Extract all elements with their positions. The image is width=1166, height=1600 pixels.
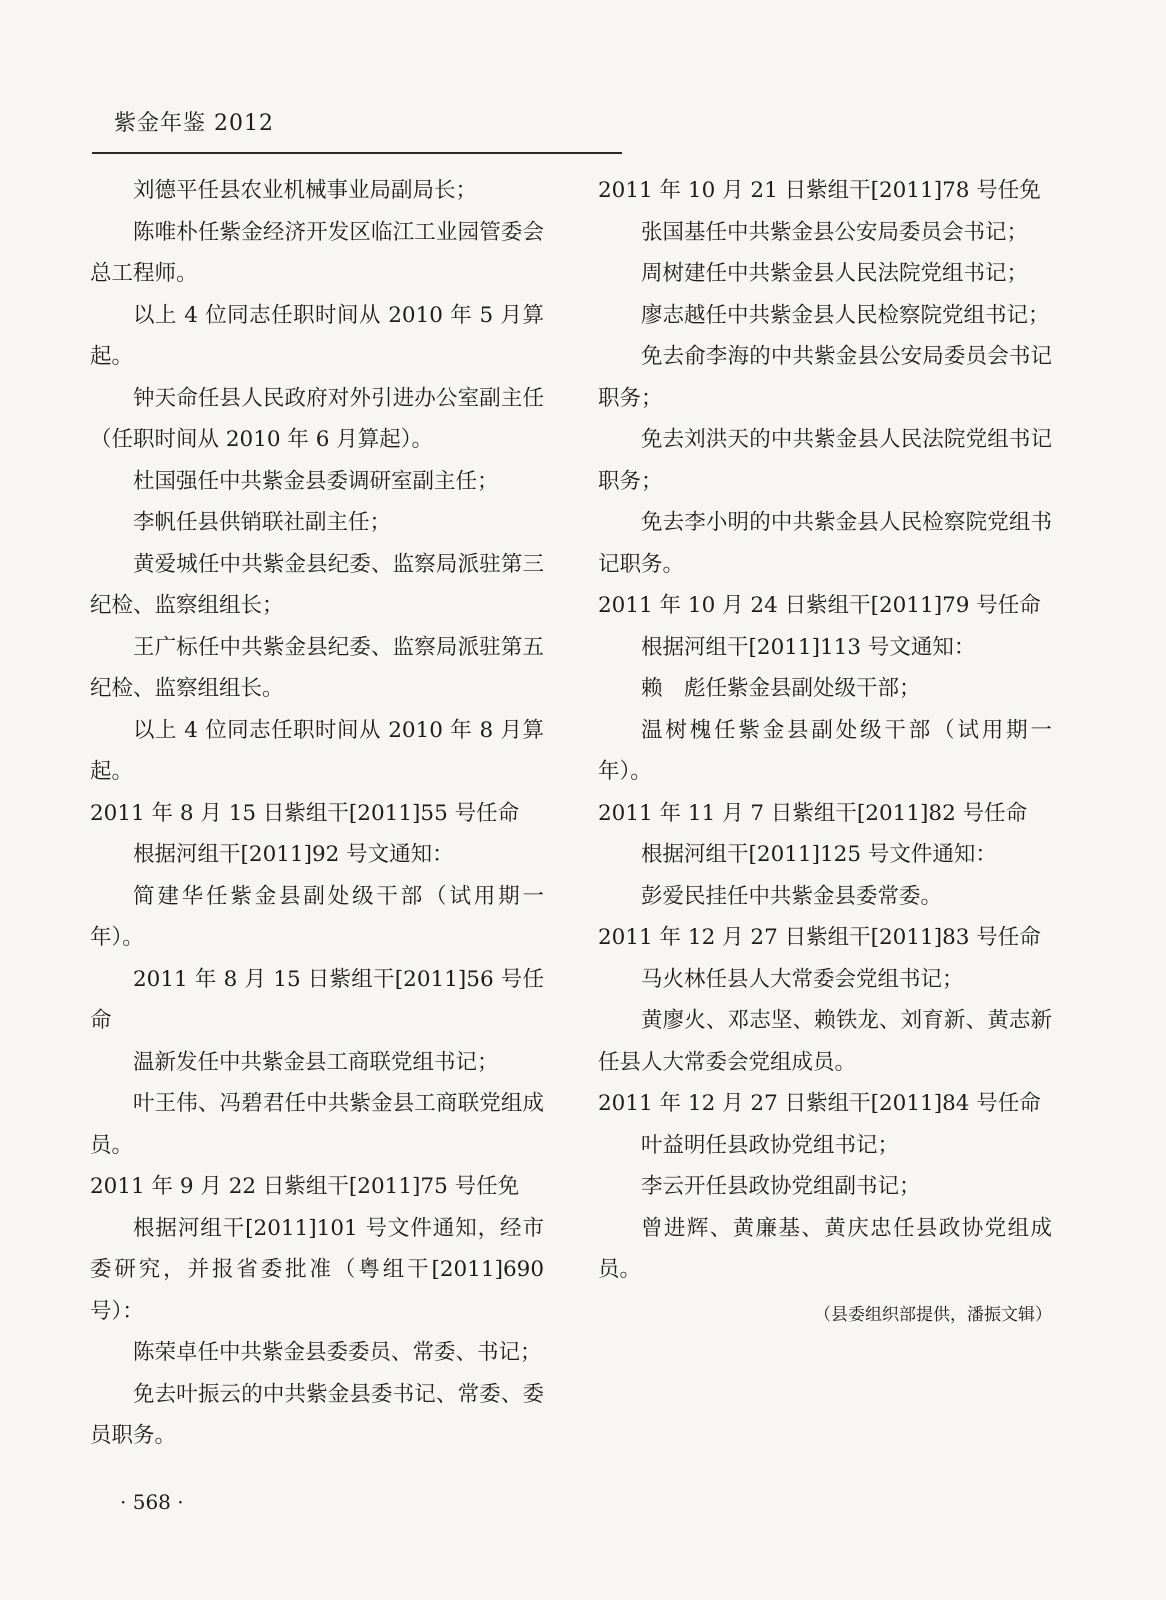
paragraph: 陈荣卓任中共紫金县委委员、常委、书记； [133, 1340, 542, 1365]
paragraph: 根据河组干[2011]92 号文通知： [133, 842, 454, 867]
document-reference-heading: 2011 年 10 月 21 日紫组干[2011]78 号任免 [598, 178, 1041, 203]
paragraph: 叶益明任县政协党组书记； [641, 1132, 900, 1158]
paragraph: 马火林任县人大常委会党组书记； [641, 966, 964, 992]
source-credit: （县委组织部提供，潘振文辑） [814, 1304, 1052, 1325]
running-header [92, 100, 622, 154]
paragraph: 温树槐任紫金县副处级干部（试用期一年）。 [598, 717, 1052, 784]
yearbook-title: 紫金年鉴 2012 [114, 111, 274, 136]
paragraph: 以上 4 位同志任职时间从 2010 年 5 月算起。 [90, 302, 544, 369]
paragraph: 王广标任中共紫金县纪委、监察局派驻第五纪检、监察组组长。 [90, 634, 544, 701]
paragraph: 根据河组干[2011]101 号文件通知，经市委研究，并报省委批准（粤组干[2011]690 号）： [90, 1215, 544, 1324]
paragraph: 张国基任中共紫金县公安局委员会书记； [641, 219, 1029, 245]
paragraph: 刘德平任县农业机械事业局副局长； [133, 178, 478, 203]
paragraph: 根据河组干[2011]125 号文件通知： [641, 842, 997, 867]
document-reference-heading: 2011 年 8 月 15 日紫组干[2011]55 号任命 [90, 800, 520, 826]
paragraph: 以上 4 位同志任职时间从 2010 年 8 月算起。 [90, 717, 544, 784]
paragraph: 李云开任县政协党组副书记； [641, 1174, 921, 1199]
paragraph: 李帆任县供销联社副主任； [133, 510, 392, 535]
paragraph: 免去叶振云的中共紫金县委书记、常委、委员职务。 [90, 1381, 544, 1448]
paragraph: 免去李小明的中共紫金县人民检察院党组书记职务。 [598, 510, 1052, 577]
paragraph: 彭爱民挂任中共紫金县委常委。 [641, 883, 943, 909]
paragraph: 简建华任紫金县副处级干部（试用期一年）。 [90, 883, 544, 950]
document-reference-heading: 2011 年 8 月 15 日紫组干[2011]56 号任命 [90, 966, 544, 1033]
paragraph: 陈唯朴任紫金经济开发区临江工业园管委会总工程师。 [90, 219, 544, 286]
paragraph: 黄廖火、邓志坚、赖铁龙、刘育新、黄志新任县人大常委会党组成员。 [598, 1008, 1052, 1075]
page-number: · 568 · [120, 1490, 184, 1514]
paragraph: 免去俞李海的中共紫金县公安局委员会书记职务； [598, 344, 1052, 411]
paragraph: 廖志越任中共紫金县人民检察院党组书记； [641, 302, 1050, 328]
document-reference-heading: 2011 年 12 月 27 日紫组干[2011]84 号任命 [598, 1091, 1041, 1116]
paragraph: 温新发任中共紫金县工商联党组书记； [133, 1049, 499, 1075]
paragraph: 根据河组干[2011]113 号文通知： [641, 634, 976, 660]
document-reference-heading: 2011 年 12 月 27 日紫组干[2011]83 号任命 [598, 925, 1041, 950]
document-reference-heading: 2011 年 9 月 22 日紫组干[2011]75 号任免 [90, 1174, 520, 1199]
document-reference-heading: 2011 年 11 月 7 日紫组干[2011]82 号任命 [598, 800, 1028, 826]
document-reference-heading: 2011 年 10 月 24 日紫组干[2011]79 号任命 [598, 593, 1041, 618]
paragraph: 钟天命任县人民政府对外引进办公室副主任（任职时间从 2010 年 6 月算起）。 [90, 385, 544, 452]
paragraph: 杜国强任中共紫金县委调研室副主任； [133, 468, 499, 494]
right-text-column [598, 170, 1052, 1336]
left-text-column [90, 170, 544, 1457]
paragraph: 曾进辉、黄廉基、黄庆忠任县政协党组成员。 [598, 1215, 1052, 1282]
paragraph: 赖 彪任紫金县副处级干部； [641, 676, 921, 701]
paragraph: 叶王伟、冯碧君任中共紫金县工商联党组成员。 [90, 1091, 544, 1158]
paragraph: 黄爱城任中共紫金县纪委、监察局派驻第三纪检、监察组组长； [90, 551, 544, 618]
paragraph: 周树建任中共紫金县人民法院党组书记； [641, 261, 1029, 286]
paragraph: 免去刘洪天的中共紫金县人民法院党组书记职务； [598, 427, 1052, 494]
